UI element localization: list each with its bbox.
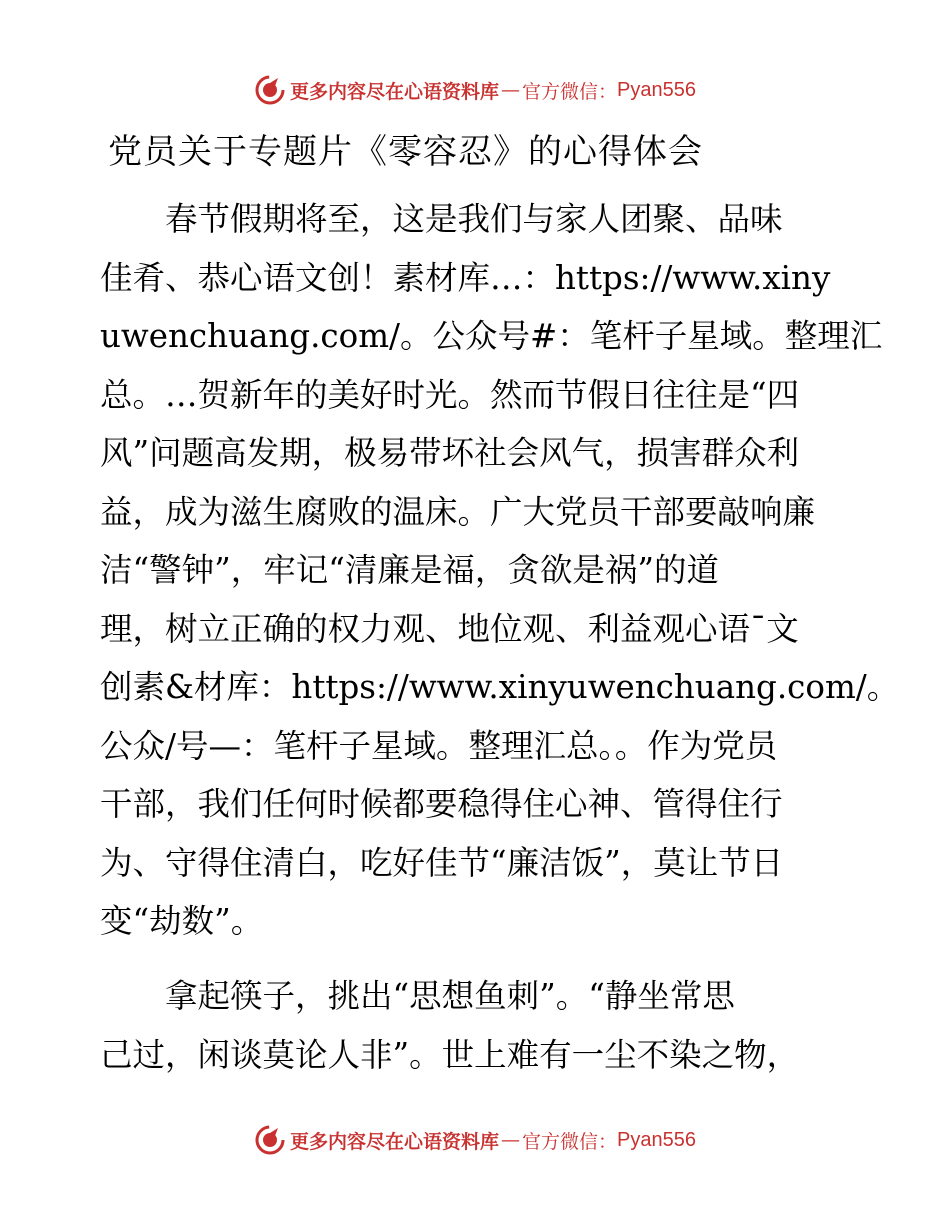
header-site-name: 更多内容尽在心语资料库 <box>290 80 500 103</box>
paragraph-line: 益，成为滋生腐败的温床。广大党员干部要敲响廉 <box>100 492 816 531</box>
paragraph-line: 为、守得住清白，吃好佳节“廉洁饭”，莫让节日 <box>100 843 784 882</box>
paragraph-2 <box>100 967 850 1084</box>
header-separator: — <box>501 79 521 101</box>
footer-banner[interactable] <box>0 1124 950 1156</box>
paragraph-line: 变“劫数”。 <box>100 902 264 940</box>
paragraph-line: 创素&材库：https://www.xinyuwenchuang.com/。 <box>100 668 900 706</box>
paragraph-1 <box>100 190 900 951</box>
paragraph-line: 洁“警钟”，牢记“清廉是福，贪欲是祸”的道 <box>100 551 719 589</box>
paragraph-line: 风”问题高发期，极易带坏社会风气，损害群众利 <box>100 434 800 472</box>
document-title: 党员关于专题片《零容忍》的心得体会 <box>108 132 703 172</box>
paragraph-line: 干部，我们任何时候都要稳得住心神、管得住行 <box>100 785 783 823</box>
red-swirl-logo-icon <box>254 74 286 106</box>
footer-wechat-label: 官方微信： <box>522 1130 618 1153</box>
paragraph-line: 拿起筷子，挑出“思想鱼刺”。“静坐常思 <box>100 977 735 1015</box>
paragraph-line: 公众/号—：笔杆子星域。整理汇总。。作为党员 <box>100 726 778 765</box>
header-wechat-account: Pyan556 <box>617 78 696 101</box>
footer-wechat-account: Pyan556 <box>617 1128 696 1151</box>
header-wechat-label: 官方微信： <box>522 80 618 103</box>
paragraph-line: 佳肴、恭心语文创！素材库…：https://www.xiny <box>100 258 831 297</box>
footer-separator: — <box>501 1129 521 1151</box>
paragraph-line: 总。…贺新年的美好时光。然而节假日往往是“四 <box>100 375 800 414</box>
paragraph-line: 理，树立正确的权力观、地位观、利益观心语¯文 <box>100 609 799 648</box>
footer-site-name: 更多内容尽在心语资料库 <box>290 1130 500 1153</box>
red-swirl-logo-icon <box>254 1124 286 1156</box>
paragraph-line: 己过，闲谈莫论人非”。世上难有一尘不染之物， <box>100 1035 800 1074</box>
header-banner[interactable] <box>0 74 950 106</box>
paragraph-line: 春节假期将至，这是我们与家人团聚、品味 <box>100 200 783 238</box>
paragraph-line: uwenchuang.com/。公众号#：笔杆子星域。整理汇 <box>100 317 883 355</box>
